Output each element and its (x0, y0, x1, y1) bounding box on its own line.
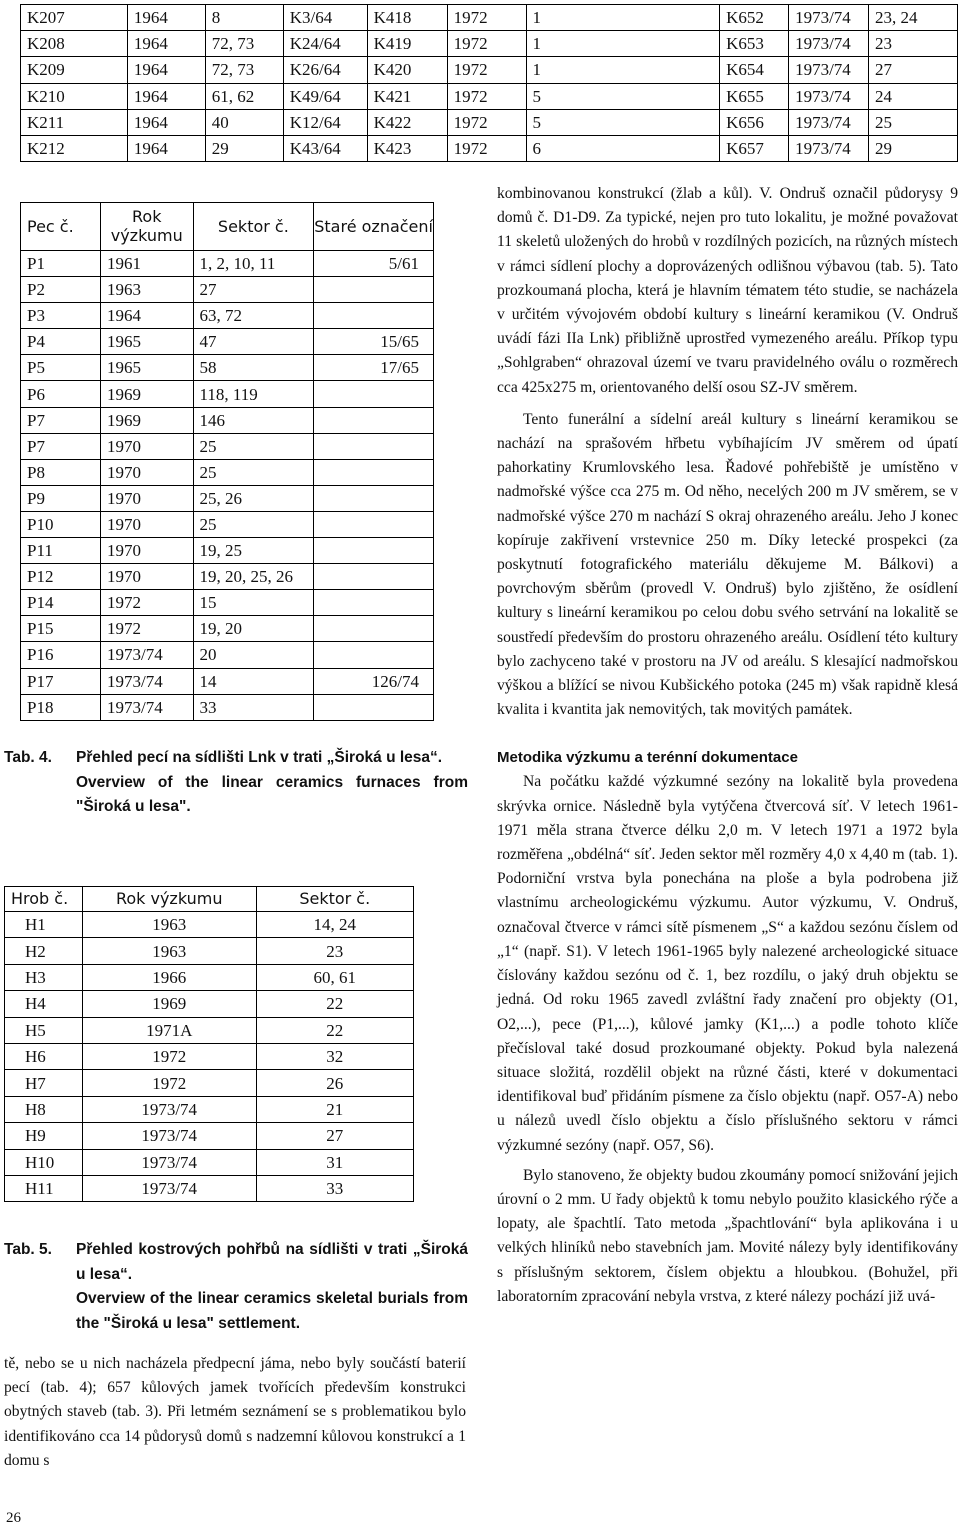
table-cell: P18 (21, 694, 101, 720)
table-cell: 1 (526, 57, 720, 83)
table-cell: 1973/74 (789, 135, 869, 161)
table-cell: P7 (21, 407, 101, 433)
table-cell: P16 (21, 642, 101, 668)
table-cell (314, 538, 434, 564)
table-cell: 1973/74 (789, 57, 869, 83)
table-row (5, 1043, 414, 1069)
table-cell: P5 (21, 355, 101, 381)
table-cell: 1973/74 (100, 694, 193, 720)
table-cell: 1964 (100, 303, 193, 329)
table-cell: 1973/74 (100, 642, 193, 668)
table-cell: 20 (193, 642, 314, 668)
table-cell: 1973/74 (789, 31, 869, 57)
table-cell: 29 (869, 135, 958, 161)
table-row (5, 1096, 414, 1122)
table-cell: 27 (256, 1123, 414, 1149)
table-cell: 1973/74 (82, 1123, 256, 1149)
table-cell: P11 (21, 538, 101, 564)
table-cell: K653 (720, 31, 789, 57)
caption-label: Tab. 4. (4, 749, 52, 766)
table-cell: 1971A (82, 1017, 256, 1043)
table-row (21, 433, 434, 459)
table-row (21, 31, 958, 57)
table-cell: P8 (21, 459, 101, 485)
table-cell: K419 (367, 31, 447, 57)
table-cell: 1966 (82, 964, 256, 990)
page-number: 26 (6, 1510, 21, 1526)
table-cell: 1972 (447, 83, 526, 109)
table-cell: 58 (193, 355, 314, 381)
table-row (21, 109, 958, 135)
column-header: Sektor č. (193, 203, 314, 251)
table-row (5, 991, 414, 1017)
table-cell: K3/64 (283, 5, 367, 31)
table-cell: 6 (526, 135, 720, 161)
table-cell: 1964 (127, 135, 205, 161)
table-cell: K24/64 (283, 31, 367, 57)
table-cell: 32 (256, 1043, 414, 1069)
table-cell: 1965 (100, 355, 193, 381)
table-cell: P6 (21, 381, 101, 407)
table-cell: 27 (193, 277, 314, 303)
furnace-table (20, 202, 434, 721)
paragraph: kombinovanou konstrukcí (žlab a kůl). V. Ondruš označil půdorysy 9 domů č. D1-D9. Za typické, nejen pro tuto lokalitu, je možné považovat 11 skeletů uložených do hrobů v rozdílných pozicích, na různých místech v rámci sídlení plochy a doprovázených odlišnou výbavou (tab. 5). Tato prozkoumaná plocha, která je hlavním tématem této studie, se nacházela v určitém vývojovém období kultury s lineární keramikou (V. Ondruš uvádí fázi IIa Lnk) přibližně uprostřed vymezeného areálu. Příkop typu „Sohlgraben“ ohrazoval území ve tvaru pravidelného oválu o rozměrech cca 425x275 m, orientovaného delší osou SZ-JV směrem. (497, 185, 958, 396)
table-row (5, 1017, 414, 1043)
table-cell: 8 (205, 5, 283, 31)
table-cell (314, 303, 434, 329)
table-cell: K655 (720, 83, 789, 109)
table-cell: 26 (256, 1070, 414, 1096)
table-cell: 25 (193, 511, 314, 537)
table-row (21, 251, 434, 277)
table-cell: 1 (526, 31, 720, 57)
table-cell: K422 (367, 109, 447, 135)
table-cell: H5 (5, 1017, 83, 1043)
table-cell: 47 (193, 329, 314, 355)
table-cell: 33 (193, 694, 314, 720)
table-cell: 25 (869, 109, 958, 135)
table-cell: 23 (256, 938, 414, 964)
table-cell: 17/65 (314, 355, 434, 381)
table-cell: H1 (5, 912, 83, 938)
paragraph: Bylo stanoveno, že objekty budou zkoumány pomocí snižování jejich úrovní o 2 mm. U řady objektů k tomu nebylo použito klasického rýče a lopaty, ale špachtlí. Tato metoda „špachtlování“ byla aplikována i u velkých hliníků nebo stavebních jam. Movité nálezy byly identifikovány s příslušným sektorem, číslem objektu a hloubkou. (Bohužel, při laboratorním zpracování nebyla vrstva, z které nálezy pochází již uvá- (497, 1166, 958, 1305)
table-cell: 15 (193, 590, 314, 616)
table-cell (314, 381, 434, 407)
table-cell: 1964 (127, 57, 205, 83)
table-cell: 1970 (100, 433, 193, 459)
table-cell: 1972 (100, 590, 193, 616)
table-header-row (5, 887, 414, 912)
table-row (21, 694, 434, 720)
table-cell: 1963 (82, 912, 256, 938)
table-cell: 1970 (100, 459, 193, 485)
table-cell: 1964 (127, 109, 205, 135)
table-caption-4 (4, 746, 468, 846)
table-row (21, 277, 434, 303)
table-cell: 1972 (447, 109, 526, 135)
table-cell: 1965 (100, 329, 193, 355)
caption-text (76, 746, 468, 820)
table-cell: 1970 (100, 485, 193, 511)
table-cell (314, 564, 434, 590)
table-row (21, 407, 434, 433)
table-cell: 72, 73 (205, 57, 283, 83)
table-cell: K207 (21, 5, 128, 31)
table-header-row (21, 203, 434, 251)
table-cell: 1972 (82, 1070, 256, 1096)
table-cell: 27 (869, 57, 958, 83)
table-cell: P15 (21, 616, 101, 642)
table-cell: H9 (5, 1123, 83, 1149)
paragraph: Na počátku každé výzkumné sezóny na lokalitě byla provedena skrývka ornice. Následně byla vytýčena čtvercová síť. V letech 1961-1971 měla strana čtverce délku 2,0 m. V letech 1971 a 1972 byla rozměřena „obdélná“ síť. Jeden sektor měl rozměry 4,0 x 4,40 m (tab. 1). Podorniční vrstva byla ponechána na ploše a byla podrobena již vlastnímu archeologickému výzkumu. Autor výzkumu, V. Ondruš, označoval čtverce v rámci sítě písmenem „S“ a každou sezónu číslem od „1“ (např. S1). V letech 1961-1965 byly nalezené archeologické situace číslovány každou sezónu od č. 1, bez rozdílu, o jaký druh objektu se jedná. Od roku 1965 zavedl zvláštní řady značení pro objekty (O1, O2,...), pece (P1,...), kůlové jamky (K1,...) a podle tohoto klíče přečísloval také dosud prozkoumané objekty. Pokud byla nalezená situace složitá, rozdělil objekt na různé části, které v dokumentaci identifikoval buď přidáním písmene za číslo objektu (např. O57-A) nebo u nálezů uvedl číslo objektu a číslo příslušného sektoru v rámci výzkumné sezóny (např. O57, S6). (497, 773, 958, 1154)
table-cell: H2 (5, 938, 83, 964)
column-header: Rok výzkumu (100, 203, 193, 251)
table-cell: 19, 20 (193, 616, 314, 642)
table-cell: H11 (5, 1175, 83, 1201)
table-cell: 5 (526, 83, 720, 109)
table-cell: H7 (5, 1070, 83, 1096)
table-cell: 23, 24 (869, 5, 958, 31)
table-cell: K209 (21, 57, 128, 83)
table-cell: 1972 (447, 31, 526, 57)
table-cell (314, 616, 434, 642)
table-cell: 1973/74 (100, 668, 193, 694)
table-cell: 1, 2, 10, 11 (193, 251, 314, 277)
table-cell: 1969 (100, 381, 193, 407)
table-cell: 15/65 (314, 329, 434, 355)
table-cell: 22 (256, 991, 414, 1017)
table-row (21, 538, 434, 564)
table-cell: K49/64 (283, 83, 367, 109)
table-row (21, 57, 958, 83)
caption-label: Tab. 5. (4, 1241, 52, 1258)
table-cell (314, 407, 434, 433)
table-cell: K656 (720, 109, 789, 135)
table-cell: P2 (21, 277, 101, 303)
table-cell: K208 (21, 31, 128, 57)
table-cell: 22 (256, 1017, 414, 1043)
table-cell: 1963 (82, 938, 256, 964)
table-row (21, 642, 434, 668)
table-row (5, 1070, 414, 1096)
column-header: Rok výzkumu (82, 887, 256, 912)
table-cell (314, 511, 434, 537)
table-cell: 1 (526, 5, 720, 31)
table-cell: 1973/74 (789, 5, 869, 31)
table-cell: H6 (5, 1043, 83, 1069)
table-cell: 1973/74 (789, 83, 869, 109)
table-row (21, 83, 958, 109)
table-row (21, 616, 434, 642)
left-column-text (4, 1352, 466, 1473)
table-cell: 1972 (82, 1043, 256, 1069)
table-cell: 1963 (100, 277, 193, 303)
table-cell: K654 (720, 57, 789, 83)
caption-czech: Přehled kostrových pohřbů na sídlišti v trati „Široká u lesa“. (76, 1241, 468, 1283)
table-cell: 40 (205, 109, 283, 135)
table-cell (314, 590, 434, 616)
table-cell: 1964 (127, 5, 205, 31)
table-cell: 14, 24 (256, 912, 414, 938)
table-row (5, 1175, 414, 1201)
table-cell: K657 (720, 135, 789, 161)
table-cell (314, 485, 434, 511)
table-cell: H10 (5, 1149, 83, 1175)
table-cell: H4 (5, 991, 83, 1017)
table-cell: K423 (367, 135, 447, 161)
table-cell: 29 (205, 135, 283, 161)
table-cell: K421 (367, 83, 447, 109)
table-row (5, 964, 414, 990)
table-cell: K212 (21, 135, 128, 161)
table-cell: P12 (21, 564, 101, 590)
table-cell: 14 (193, 668, 314, 694)
table-cell: 24 (869, 83, 958, 109)
caption-english: Overview of the linear ceramics furnaces from "Široká u lesa". (76, 773, 468, 815)
table-cell: 25 (193, 459, 314, 485)
table-cell: 1972 (447, 5, 526, 31)
table-row (21, 5, 958, 31)
table-cell: P1 (21, 251, 101, 277)
column-header: Sektor č. (256, 887, 414, 912)
table-cell: P10 (21, 511, 101, 537)
table-cell: 61, 62 (205, 83, 283, 109)
table-cell: 1969 (100, 407, 193, 433)
table-cell: 1972 (447, 135, 526, 161)
k-post-table (20, 4, 958, 162)
table-row (21, 381, 434, 407)
table-cell: 1964 (127, 83, 205, 109)
table-row (21, 135, 958, 161)
table-cell: K210 (21, 83, 128, 109)
table-cell: 1969 (82, 991, 256, 1017)
caption-english: Overview of the linear ceramics skeletal burials from the "Široká u lesa" settlement. (76, 1290, 468, 1332)
section-heading: Metodika výzkumu a terénní dokumentace (497, 749, 798, 767)
table-cell: 1972 (447, 57, 526, 83)
table-cell: K12/64 (283, 109, 367, 135)
table-row (5, 912, 414, 938)
table-row (21, 590, 434, 616)
table-cell (314, 642, 434, 668)
table-cell: 1973/74 (82, 1175, 256, 1201)
table-cell: K26/64 (283, 57, 367, 83)
table-cell: 33 (256, 1175, 414, 1201)
table-row (21, 511, 434, 537)
table-row (5, 1123, 414, 1149)
table-cell: 1970 (100, 538, 193, 564)
column-header: Staré označení (314, 203, 434, 251)
right-column (497, 182, 958, 1309)
table-cell: 1973/74 (82, 1096, 256, 1122)
caption-czech: Přehled pecí na sídlišti Lnk v trati „Široká u lesa“. (76, 749, 443, 766)
table-cell: K652 (720, 5, 789, 31)
table-cell: 1964 (127, 31, 205, 57)
table-cell: 1970 (100, 511, 193, 537)
table-cell: P9 (21, 485, 101, 511)
table-row (21, 303, 434, 329)
table-cell: 1972 (100, 616, 193, 642)
table-cell (314, 277, 434, 303)
table-cell: 126/74 (314, 668, 434, 694)
table-cell: P4 (21, 329, 101, 355)
table-cell: 25 (193, 433, 314, 459)
table-cell: 5 (526, 109, 720, 135)
table-cell: K420 (367, 57, 447, 83)
table-row (5, 1149, 414, 1175)
column-header: Hrob č. (5, 887, 83, 912)
table-cell: 19, 25 (193, 538, 314, 564)
table-cell: 1973/74 (82, 1149, 256, 1175)
table-cell: K418 (367, 5, 447, 31)
table-cell: 19, 20, 25, 26 (193, 564, 314, 590)
table-cell: 118, 119 (193, 381, 314, 407)
table-cell: H3 (5, 964, 83, 990)
table-cell: 31 (256, 1149, 414, 1175)
burial-table (4, 886, 414, 1202)
table-cell: K43/64 (283, 135, 367, 161)
table-caption-5 (4, 1238, 468, 1338)
table-cell: 1961 (100, 251, 193, 277)
table-cell: 146 (193, 407, 314, 433)
column-header: Pec č. (21, 203, 101, 251)
table-cell: 23 (869, 31, 958, 57)
table-cell: P17 (21, 668, 101, 694)
table-row (21, 329, 434, 355)
table-cell: P7 (21, 433, 101, 459)
table-cell: 60, 61 (256, 964, 414, 990)
paragraph: Tento funerální a sídelní areál kultury s lineární keramikou se nachází na sprašovém hřbetu vybíhajícím JV směrem od úpatí pahorkatiny Krumlovského lesa. Řadové pohřebiště je umístěno v nadmořské výšce cca 275 m. Od něho, necelých 200 m JV směrem, se v nadmořské výšce 270 m nachází S okraj ohrazeného areálu. Jeho J konec kopíruje zakřivení vrstevnice 250 m. Díky letecké prospekci (za poskytnutí fotografického materiálu děkujeme M. Bálkovi) a povrchovým sběrům (provedl V. Ondruš) bylo zjištěno, že osídlení kultury s lineární keramikou po celou dobu svého setrvání na lokalitě se soustředí především do prostoru ohrazeného areálu. Osídlení této kultury bylo zachyceno také v prostoru na JV od areálu. S klesající nadmořskou výškou a blížící se nivou Kubšického potoka (245 m) však rapidně klesá kvalita i kvantita jak nemovitých, tak movitých památek. (497, 410, 958, 719)
table-cell: 5/61 (314, 251, 434, 277)
table-cell: 63, 72 (193, 303, 314, 329)
table-cell (314, 459, 434, 485)
table-cell: H8 (5, 1096, 83, 1122)
table-cell: 72, 73 (205, 31, 283, 57)
table-row (21, 355, 434, 381)
table-cell: 25, 26 (193, 485, 314, 511)
table-cell: P3 (21, 303, 101, 329)
table-cell: 1970 (100, 564, 193, 590)
table-row (21, 668, 434, 694)
table-cell: 1973/74 (789, 109, 869, 135)
table-row (21, 459, 434, 485)
table-cell: P14 (21, 590, 101, 616)
table-row (5, 938, 414, 964)
table-row (21, 564, 434, 590)
caption-text (76, 1238, 468, 1336)
table-cell: 21 (256, 1096, 414, 1122)
table-row (21, 485, 434, 511)
table-cell (314, 694, 434, 720)
paragraph: tě, nebo se u nich nacházela předpecní jáma, nebo byly součástí baterií pecí (tab. 4); 657 kůlových jamek tvořících především konstrukci obytných staveb (tab. 3). Při letmém seznámení se s problematikou bylo identifikováno cca 14 půdorysů domů s nadzemní kůlovou konstrukcí a 1 domu s (4, 1355, 466, 1469)
table-cell (314, 433, 434, 459)
table-cell: K211 (21, 109, 128, 135)
